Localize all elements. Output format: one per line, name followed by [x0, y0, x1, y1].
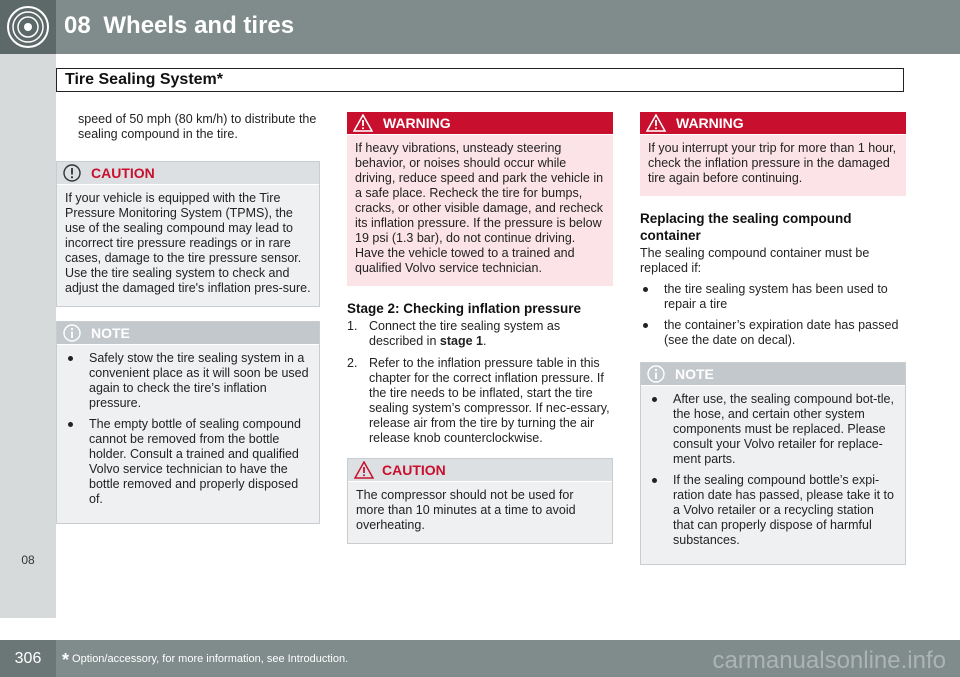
- list-item: the tire sealing system has been used to repair a tire: [640, 282, 906, 312]
- chapter-title: [64, 12, 294, 40]
- chapter-side-tab: [0, 54, 56, 618]
- note-info-icon: [63, 324, 81, 342]
- caution-triangle-icon: [354, 461, 374, 479]
- warning-text: If heavy vibrations, unsteady steering behavior, or noises should occur while driving, reduce speed and park the vehicle in a safe place. Recheck the tire for bumps, cracks, or other visible damage, and recheck its inflation pressure. If the pressure is below 19 psi (1.3 bar), do not continue driving. Have the vehicle towed to a trained and qualified Volvo service technician.: [355, 141, 604, 275]
- watermark: carmanualsonline.info: [712, 647, 946, 674]
- footnote-text: Option/accessory, for more information, see Introduction.: [72, 653, 349, 665]
- list-item: The empty bottle of sealing compound cannot be removed from the bottle holder. Consult a trained and qualified Volvo service technician to have the bottle removed and properly disposed of.: [65, 417, 311, 507]
- stage2-heading: Stage 2: Checking inflation pressure: [347, 301, 582, 316]
- list-item: [347, 356, 613, 446]
- step-bold-ref: stage 1: [439, 334, 483, 348]
- warning-label: WARNING: [676, 115, 744, 131]
- note-box: [56, 321, 320, 524]
- step-number: 1.: [347, 319, 358, 333]
- note-header: [641, 363, 905, 386]
- list-item: After use, the sealing compound bot-tle, the hose, and certain other system components must be replaced. Please consult your Volvo retailer for replace-ment parts.: [649, 392, 897, 467]
- column-2: [347, 112, 613, 558]
- step-number: 2.: [347, 356, 358, 370]
- caution-exclamation-icon: [63, 164, 81, 182]
- caution-box: [56, 161, 320, 307]
- warning-triangle-icon: [353, 114, 373, 132]
- page-number: 306: [0, 640, 56, 677]
- side-tab-label: 08: [21, 553, 35, 567]
- column-1: [56, 112, 320, 538]
- caution-text: The compressor should not be used for more than 10 minutes at a time to avoid overheating.: [356, 488, 576, 532]
- chapter-header: [0, 0, 960, 54]
- caution-label: CAUTION: [91, 165, 155, 181]
- tire-icon: [0, 0, 56, 54]
- caution-box: [347, 458, 613, 544]
- note-box: [640, 362, 906, 565]
- page-footer: [0, 640, 960, 677]
- section-title: Tire Sealing System*: [65, 71, 223, 88]
- warning-text: If you interrupt your trip for more than 1 hour, check the inflation pressure in the damaged tire again before continuing.: [648, 141, 897, 185]
- stage2-steps: [347, 319, 613, 446]
- warning-box: [347, 112, 613, 286]
- list-item: Safely stow the tire sealing system in a convenient place as it will soon be used again to check the tire’s inflation pressure.: [65, 351, 311, 411]
- intro-paragraph: speed of 50 mph (80 km/h) to distribute the sealing compound in the tire.: [78, 112, 317, 141]
- caution-header: [57, 162, 319, 185]
- note-info-icon: [647, 365, 665, 383]
- list-item: [347, 319, 613, 349]
- caution-text: If your vehicle is equipped with the Tire Pressure Monitoring System (TPMS), the use of the sealing compound may lead to incorrect tire pressure readings or in rare cases, damage to the tire pressure sensor. Use the tire sealing system to check and adjust the damaged tire's inflation pres-sure.: [65, 191, 311, 295]
- caution-label: CAUTION: [382, 462, 446, 478]
- note-label: NOTE: [675, 366, 714, 382]
- step-end: .: [482, 334, 487, 348]
- list-item: the container’s expiration date has passed (see the date on decal).: [640, 318, 906, 348]
- list-item: If the sealing compound bottle’s expi-ration date has passed, please take it to a Volvo retailer or a recycling station that can properly dispose of harmful substances.: [649, 473, 897, 548]
- warning-header: [347, 112, 613, 135]
- section-title-bar: [56, 68, 904, 92]
- warning-box: [640, 112, 906, 196]
- warning-header: [640, 112, 906, 135]
- warning-triangle-icon: [646, 114, 666, 132]
- note-header: [57, 322, 319, 345]
- replace-intro: The sealing compound container must be replaced if:: [640, 246, 870, 275]
- note-label: NOTE: [91, 325, 130, 341]
- replace-heading: Replacing the sealing compound container: [640, 211, 852, 243]
- chapter-number: 08: [64, 12, 91, 39]
- step-text: Connect the tire sealing system as described in: [369, 319, 561, 348]
- step-text: Refer to the inflation pressure table in this chapter for the correct inflation pressure. If the tire needs to be inflated, start the tire sealing system’s compressor. If nec-essary, release air from the tire by turning the air release knob counterclockwise.: [369, 356, 610, 445]
- footnote: [62, 650, 348, 671]
- warning-label: WARNING: [383, 115, 451, 131]
- caution-header: [348, 459, 612, 482]
- footnote-star: *: [62, 650, 70, 670]
- replace-list: [640, 282, 906, 348]
- chapter-name: Wheels and tires: [103, 12, 295, 39]
- column-3: [640, 112, 906, 579]
